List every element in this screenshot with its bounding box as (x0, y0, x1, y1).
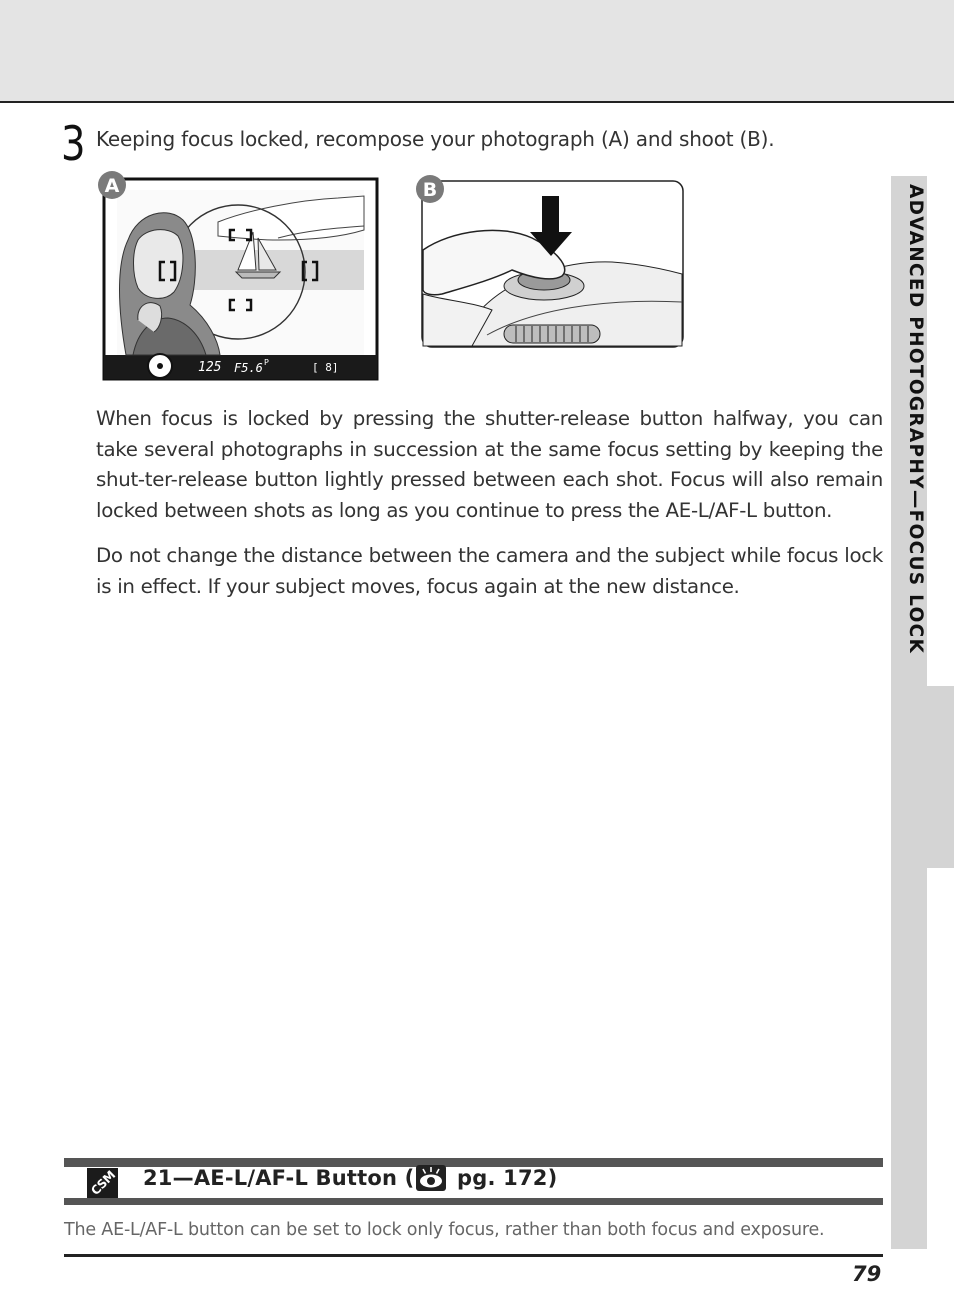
csm-note-title-suffix: pg. 172) (449, 1166, 558, 1190)
section-title: ADVANCED PHOTOGRAPHY—FOCUS LOCK (905, 184, 926, 655)
viewfinder-frames: [ 8] (312, 361, 339, 374)
csm-note-title (143, 1165, 557, 1191)
figure-a-label: A (104, 175, 120, 197)
viewfinder-mode: P (264, 358, 269, 367)
header-band (0, 0, 954, 101)
csm-note-title-prefix: 21—AE-L/AF-L Button ( (143, 1166, 415, 1190)
header-rule (0, 101, 954, 103)
eye-icon (416, 1165, 446, 1191)
csm-icon: CSM (88, 1168, 118, 1198)
csm-note-bottom-bar (64, 1198, 883, 1205)
page-number: 79 (852, 1262, 882, 1286)
csm-note-text: The AE-L/AF-L button can be set to lock only focus, rather than both focus and exposure. (64, 1220, 825, 1240)
viewfinder-aperture: F5.6 (234, 361, 263, 375)
step-number: 3 (61, 117, 86, 172)
viewfinder-shutter: 125 (198, 360, 222, 375)
body-paragraph-2: Do not change the distance between the camera and the subject while focus lock is in effect. If your subject moves, focus again at the new distance. (96, 544, 883, 598)
body-paragraph-1: When focus is locked by pressing the shutter-release button halfway, you can take several photographs in succession at the same focus setting by keeping the shut-ter-release button lightly pressed between each shot. Focus will also remain locked between shots as long as you continue to press the AE-L/AF-L button. (96, 407, 883, 522)
step-instruction: Keeping focus locked, recompose your photograph (A) and shoot (B). (96, 127, 775, 151)
figure-b-label: B (422, 179, 438, 201)
side-tab-marker (927, 686, 954, 868)
figure-b-shutter-press (412, 170, 688, 352)
csm-note-end-rule (64, 1254, 883, 1257)
figure-a-viewfinder (98, 170, 380, 382)
